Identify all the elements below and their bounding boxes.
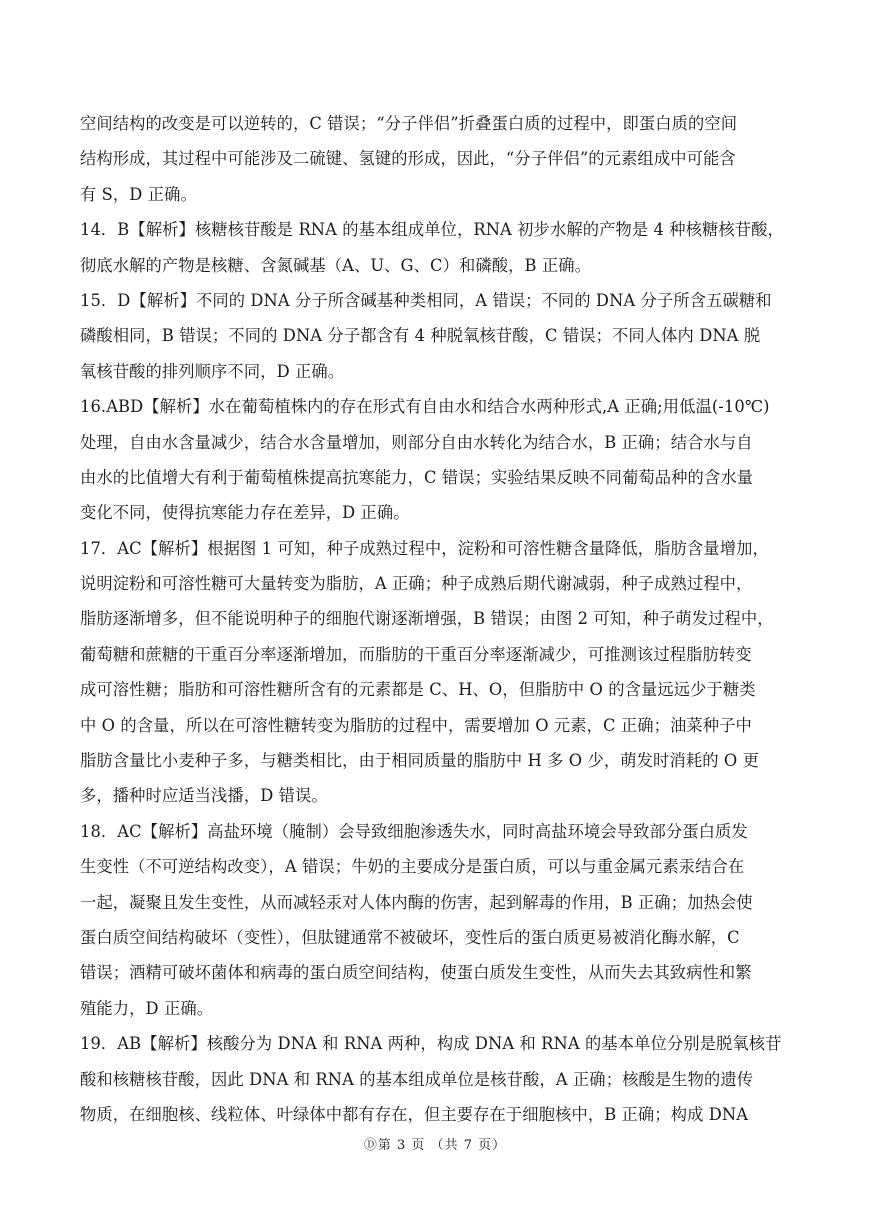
text-line: 多，播种时应适当浅播，D 错误。 <box>80 786 328 806</box>
answer-explanation-text <box>80 106 792 1132</box>
text-line: 15．D【解析】不同的 DNA 分子所含碱基种类相同，A 错误；不同的 DNA 分子所含五碳糖和 <box>80 290 772 310</box>
text-line: 氧核苷酸的排列顺序不同，D 正确。 <box>80 361 345 381</box>
text-line: 17．AC【解析】根据图 1 可知，种子成熟过程中，淀粉和可溶性糖含量降低，脂肪含量增加， <box>80 538 769 558</box>
text-line: 18．AC【解析】高盐环境（腌制）会导致细胞渗透失水，同时高盐环境会导致部分蛋白质发 <box>80 821 748 841</box>
text-line: 结构形成，其过程中可能涉及二硫键、氢键的形成，因此，“分子伴侣”的元素组成中可能含 <box>80 149 736 169</box>
text-line: 一起，凝聚且发生变性，从而减轻汞对人体内酶的伤害，起到解毒的作用，B 正确；加热会使 <box>80 892 753 912</box>
text-line: 彻底水解的产物是核糖、含氮碱基（A、U、G、C）和磷酸，B 正确。 <box>80 255 591 275</box>
text-line: 空间结构的改变是可以逆转的，C 错误；“分子伴侣”折叠蛋白质的过程中，即蛋白质的空间 <box>80 114 738 133</box>
text-line: 成可溶性糖；脂肪和可溶性糖所含有的元素都是 C、H、O，但脂肪中 O 的含量远远少于糖类 <box>80 680 756 700</box>
text-line: 16.ABD【解析】水在葡萄植株内的存在形式有自由水和结合水两种形式,A 正确;用低温(-10℃) <box>80 397 770 417</box>
text-line: 磷酸相同，B 错误；不同的 DNA 分子都含有 4 种脱氧核苷酸，C 错误；不同人体内 DNA 脱 <box>80 326 761 346</box>
text-line: 由水的比值增大有利于葡萄植株提高抗寒能力，C 错误；实验结果反映不同葡萄品种的含水量 <box>80 467 754 487</box>
text-line: 变化不同，使得抗寒能力存在差异，D 正确。 <box>80 503 410 523</box>
text-line: 物质，在细胞核、线粒体、叶绿体中都有存在，但主要存在于细胞核中，B 正确；构成 DNA <box>80 1104 749 1124</box>
text-line: 葡萄糖和蔗糖的干重百分率逐渐增加，而脂肪的干重百分率逐渐减少，可推测该过程脂肪转变 <box>80 644 752 664</box>
page-footer: Ⓓ第 3 页 （共 7 页） <box>363 1138 507 1153</box>
text-line: 说明淀粉和可溶性糖可大量转变为脂肪，A 正确；种子成熟后期代谢减弱，种子成熟过程中， <box>80 574 753 594</box>
text-line: 错误；酒精可破坏菌体和病毒的蛋白质空间结构，使蛋白质发生变性，从而失去其致病性和繁 <box>80 963 752 983</box>
text-line: 脂肪含量比小麦种子多，与糖类相比，由于相同质量的脂肪中 H 多 O 少，萌发时消耗的 O 更 <box>80 751 759 771</box>
text-line: 处理，自由水含量减少，结合水含量增加，则部分自由水转化为结合水，B 正确；结合水与自 <box>80 432 753 452</box>
text-line: 脂肪逐渐增多，但不能说明种子的细胞代谢逐渐增强，B 错误；由图 2 可知，种子萌发过程中， <box>80 609 774 629</box>
text-line: 19．AB【解析】核酸分为 DNA 和 RNA 两种，构成 DNA 和 RNA 的基本单位分别是脱氧核苷 <box>80 1034 782 1054</box>
text-line: 中 O 的含量，所以在可溶性糖转变为脂肪的过程中，需要增加 O 元素，C 正确；油菜种子中 <box>80 715 752 735</box>
text-line: 蛋白质空间结构破坏（变性），但肽键通常不被破坏，变性后的蛋白质更易被消化酶水解，C <box>80 927 740 947</box>
text-line: 14．B【解析】核糖核苷酸是 RNA 的基本组成单位，RNA 初步水解的产物是 4 种核糖核苷酸， <box>80 220 784 240</box>
text-line: 酸和核糖核苷酸，因此 DNA 和 RNA 的基本组成单位是核苷酸，A 正确；核酸是生物的遗传 <box>80 1069 754 1089</box>
text-line: 生变性（不可逆结构改变），A 错误；牛奶的主要成分是蛋白质，可以与重金属元素汞结合在 <box>80 857 745 877</box>
text-line: 殖能力，D 正确。 <box>80 998 214 1018</box>
text-line: 有 S，D 正确。 <box>80 184 197 204</box>
